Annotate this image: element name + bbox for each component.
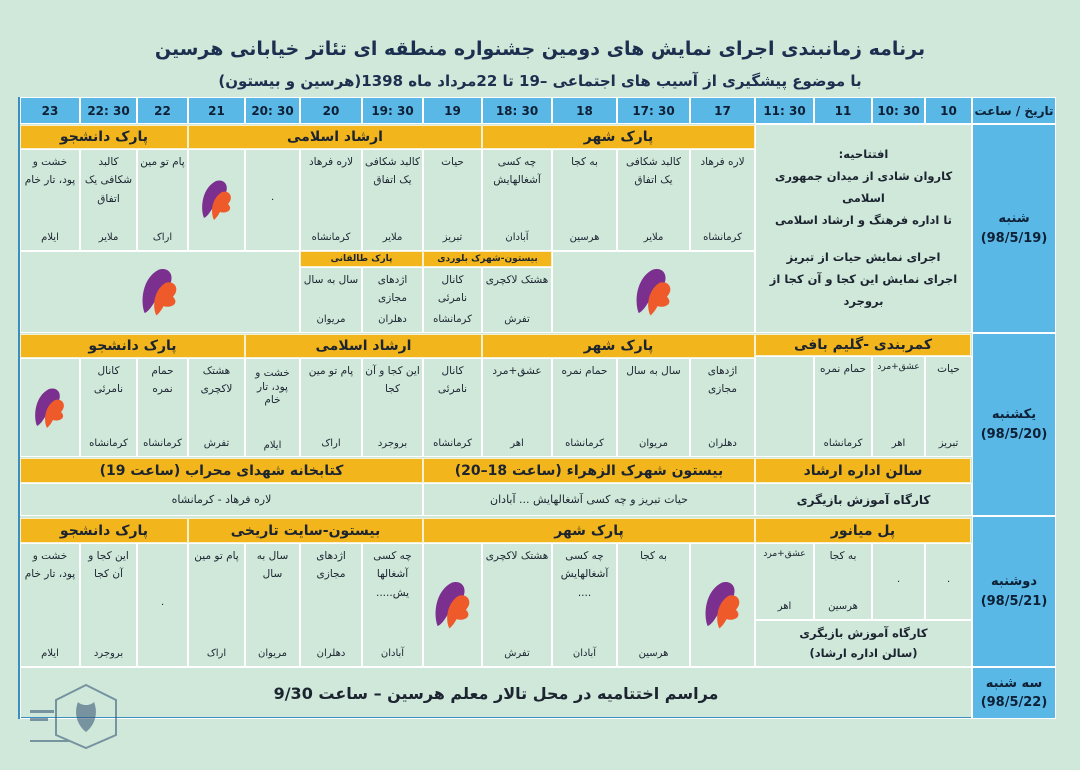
theatre-mask-icon <box>690 543 755 667</box>
show-cell: کالبد شکافی یک اتفاق ملایر <box>362 149 423 251</box>
day-monday: دوشنبه (98/5/21) <box>972 516 1056 667</box>
header-time: 20: 30 <box>245 97 300 124</box>
header-time: 18 <box>552 97 617 124</box>
ketabkhaneh-shows: لاره فرهاد - کرمانشاه <box>20 483 423 516</box>
page-subtitle: با موضوع پیشگیری از آسیب های اجتماعی –19 تا 22مرداد ماه 1398(هرسین و بیستون) <box>218 72 862 90</box>
show-cell: اژدهای مجازی دهلران <box>362 267 423 333</box>
show-cell: سال به سال مریوان <box>300 267 362 333</box>
header-time: 21 <box>188 97 245 124</box>
venue-ershad-eslami: ارشاد اسلامی <box>188 125 482 149</box>
header-time: 18: 30 <box>482 97 552 124</box>
venue-park-shahr: پارک شهر <box>482 125 755 149</box>
show-cell: کانال نامرئی کرمانشاه <box>423 358 482 457</box>
empty-slot-dot: ۰ <box>245 149 300 251</box>
show-cell: کالبد شکافی یک اتفاق ملایر <box>617 149 690 251</box>
venue-bistoon-boloori: بیستون-شهرک بلوردی <box>423 251 552 267</box>
show-cell: سال به سال مریوان <box>617 358 690 457</box>
empty-slot-dot: ۰ <box>137 543 188 667</box>
theatre-mask-icon <box>552 251 755 333</box>
closing-ceremony: مراسم اختتامیه در محل تالار معلم هرسین – ساعت 9/30 <box>20 667 972 719</box>
show-cell: کالبد شکافی یک اتفاق ملایر <box>80 149 137 251</box>
show-cell: این کجا و آن کجا بروجرد <box>362 358 423 457</box>
show-cell: هشتک لاکچری تفرش <box>188 358 245 457</box>
show-cell: عشق+مرد اهر <box>755 543 814 620</box>
show-cell: به کجا هرسین <box>814 543 872 620</box>
show-cell: حیات تبریز <box>925 356 972 457</box>
header-time: 17: 30 <box>617 97 690 124</box>
day-saturday: شنبه (98/5/19) <box>972 124 1056 333</box>
header-time: 10 <box>925 97 972 124</box>
show-cell: اژدهای مجازی دهلران <box>690 358 755 457</box>
venue-bistoon-tarikhi: بیستون-سایت تاریخی <box>188 518 423 543</box>
venue-park-daneshjoo: پارک دانشجو <box>20 125 188 149</box>
venue-park-shahr: پارک شهر <box>423 518 755 543</box>
show-cell: این کجا و آن کجا بروجرد <box>80 543 137 667</box>
header-time: 19: 30 <box>362 97 423 124</box>
show-cell: به کجا هرسین <box>552 149 617 251</box>
venue-salon-ershad: سالن اداره ارشاد <box>755 458 971 483</box>
venue-bistoon-zahra: بیستون شهرک الزهراء (ساعت 18–20) <box>423 458 755 483</box>
venue-park-daneshjoo: پارک دانشجو <box>20 334 245 358</box>
page-title: برنامه زمانبندی اجرای نمایش های دومین جشنواره منطقه ای تئاتر خیابانی هرسین <box>154 38 926 60</box>
show-cell: هشتک لاکچری تفرش <box>482 543 552 667</box>
theater-logo <box>26 680 126 750</box>
empty-slot-dot: ۰ <box>872 543 925 620</box>
show-cell: چه کسی آشغالها یش..... آبادان <box>362 543 423 667</box>
venue-ershad-eslami: ارشاد اسلامی <box>245 334 482 358</box>
show-cell: چه کسی آشغالهایش آبادان <box>482 149 552 251</box>
show-cell: هشتک لاکچری تفرش <box>482 267 552 333</box>
day-sunday: یکشنبه (98/5/20) <box>972 333 1056 516</box>
venue-park-taleghani: پارک طالقانی <box>300 251 423 267</box>
header-time: 20 <box>300 97 362 124</box>
day-tuesday: سه شنبه (98/5/22) <box>972 667 1056 719</box>
show-cell: حمام نمره کرمانشاه <box>137 358 188 457</box>
venue-pol-mianoor: پل میانور <box>755 518 971 543</box>
show-cell: کانال نامرئی کرمانشاه <box>80 358 137 457</box>
show-cell: حیات تبریز <box>423 149 482 251</box>
show-cell: عشق+مرد اهر <box>482 358 552 457</box>
header-time: 11: 30 <box>755 97 814 124</box>
workshop-label: کارگاه آموزش بازیگری <box>755 483 972 516</box>
show-cell: لاره فرهاد کرمانشاه <box>690 149 755 251</box>
show-cell: حمام نمره کرمانشاه <box>552 358 617 457</box>
header-time: 23 <box>20 97 80 124</box>
header-time: 19 <box>423 97 482 124</box>
venue-park-daneshjoo: پارک دانشجو <box>20 518 188 543</box>
theatre-mask-icon <box>423 543 482 667</box>
venue-kamarbandi: کمربندی -گلیم بافی <box>755 334 971 356</box>
show-cell: حمام نمره کرمانشاه <box>814 356 872 457</box>
header-time: 22 <box>137 97 188 124</box>
show-cell: خشت و پود، تار خام ایلام <box>245 358 300 457</box>
empty-slot <box>755 356 814 457</box>
show-cell: خشت و پود، تار خام ایلام <box>20 543 80 667</box>
show-cell: پام تو مین اراک <box>137 149 188 251</box>
opening-note: افتتاحیه: کاروان شادی از میدان جمهوری اسلامی تا اداره فرهنگ و ارشاد اسلامی اجرای نمایش حیات از تبریز اجرای نمایش این کجا و آن کجا از بروجرد <box>755 124 972 333</box>
show-cell: کانال نامرئی کرمانشاه <box>423 267 482 333</box>
theatre-mask-icon <box>20 251 300 333</box>
show-cell: چه کسی آشغالهایش .... آبادان <box>552 543 617 667</box>
header-time: 10: 30 <box>872 97 925 124</box>
show-cell: عشق+مرد اهر <box>872 356 925 457</box>
header-time: 22: 30 <box>80 97 137 124</box>
show-cell: پام تو مین اراک <box>188 543 245 667</box>
header-time: 11 <box>814 97 872 124</box>
show-cell: پام تو مین اراک <box>300 358 362 457</box>
show-cell: لاره فرهاد کرمانشاه <box>300 149 362 251</box>
theatre-mask-icon <box>188 149 245 251</box>
header-date-time: تاریخ / ساعت <box>972 97 1056 124</box>
show-cell: اژدهای مجازی دهلران <box>300 543 362 667</box>
header-time: 17 <box>690 97 755 124</box>
venue-park-shahr: پارک شهر <box>482 334 755 358</box>
bistoon-zahra-shows: حیات تبریز و چه کسی آشغالهایش ... آبادان <box>423 483 755 516</box>
show-cell: به کجا هرسین <box>617 543 690 667</box>
show-cell: سال به سال مریوان <box>245 543 300 667</box>
mon-workshop: کارگاه آموزش بازیگری (سالن اداره ارشاد) <box>755 620 972 667</box>
show-cell: خشت و پود، تار خام ایلام <box>20 149 80 251</box>
theatre-mask-icon <box>20 358 80 457</box>
empty-slot-dot: ۰ <box>925 543 972 620</box>
venue-ketabkhaneh: کتابخانه شهدای محراب (ساعت 19) <box>20 458 423 483</box>
